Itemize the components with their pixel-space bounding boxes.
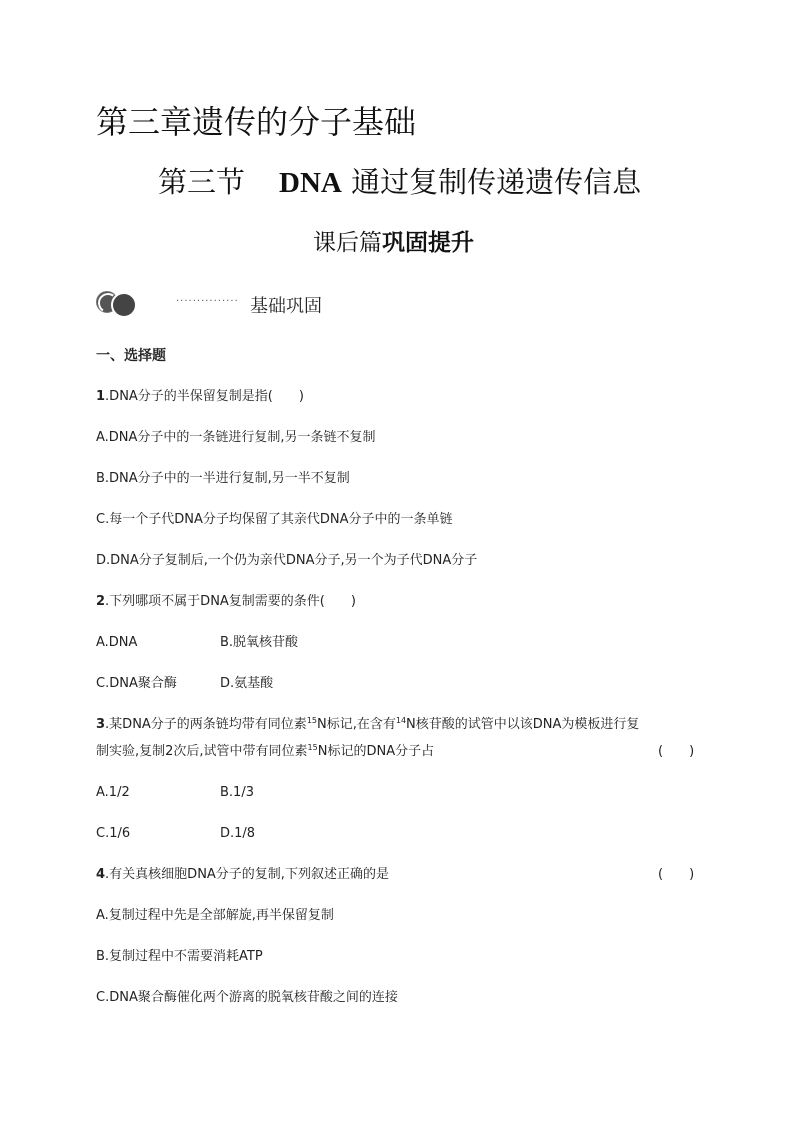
subtitle-bold: 巩固提升 [382,230,474,256]
question-text: .DNA分子的半保留复制是指( ) [105,389,304,404]
question-text: N标记,在含有 [317,717,396,732]
question-number: 2 [96,594,106,609]
answer-blank: ( ) [658,867,695,882]
q1-option-d: D.DNA分子复制后,一个仍为亲代DNA分子,另一个为子代DNA分子 [96,553,478,568]
q1-option-b: B.DNA分子中的一半进行复制,另一半不复制 [96,471,350,486]
answer-blank: ( ) [658,744,695,759]
q2-option-d: D.氨基酸 [220,676,274,691]
isotope-superscript: 14 [395,716,407,725]
q4-option-a: A.复制过程中先是全部解旋,再半保留复制 [96,908,334,923]
question-3-line-1 [96,715,639,735]
question-3-line-2 [96,742,434,762]
section-title [158,162,641,203]
q4-option-b: B.复制过程中不需要消耗ATP [96,949,263,964]
q2-option-a: A.DNA [96,635,138,650]
question-2 [96,592,356,612]
section-name: 通过复制传递遗传信息 [351,165,642,199]
section-label-basic: 基础巩固 [250,296,322,317]
question-text: .下列哪项不属于DNA复制需要的条件( ) [105,594,356,609]
question-1 [96,387,304,407]
q4-option-c: C.DNA聚合酶催化两个游离的脱氧核苷酸之间的连接 [96,990,398,1005]
question-text: .某DNA分子的两条链均带有同位素 [105,717,307,732]
question-text: N核苷酸的试管中以该DNA为模板进行复 [406,717,640,732]
q3-option-c: C.1/6 [96,826,131,841]
subtitle [313,226,474,260]
question-4 [96,865,389,885]
q1-option-c: C.每一个子代DNA分子均保留了其亲代DNA分子中的一条单链 [96,512,453,527]
q2-option-b: B.脱氧核苷酸 [220,635,299,650]
question-text: .有关真核细胞DNA分子的复制,下列叙述正确的是 [105,867,389,882]
section-dna: DNA [279,167,342,199]
dotted-leader: ··············· [176,296,239,307]
isotope-superscript: 15 [306,716,317,725]
question-type-heading: 一、选择题 [96,348,166,364]
q3-option-d: D.1/8 [220,826,256,841]
q1-option-a: A.DNA分子中的一条链进行复制,另一条链不复制 [96,430,376,445]
question-text: 制实验,复制2次后,试管中带有同位素 [96,744,308,759]
subtitle-normal: 课后篇 [313,230,382,256]
circles-icon [96,291,136,315]
question-text: N标记的DNA分子占 [317,744,435,759]
section-number: 第三节 [158,165,246,199]
q3-option-b: B.1/3 [220,785,254,800]
question-number: 3 [96,717,106,732]
isotope-superscript: 15 [307,743,318,752]
chapter-title: 第三章遗传的分子基础 [96,103,417,141]
question-number: 4 [96,867,106,882]
q3-option-a: A.1/2 [96,785,130,800]
question-number: 1 [96,389,106,404]
q2-option-c: C.DNA聚合酶 [96,676,177,691]
